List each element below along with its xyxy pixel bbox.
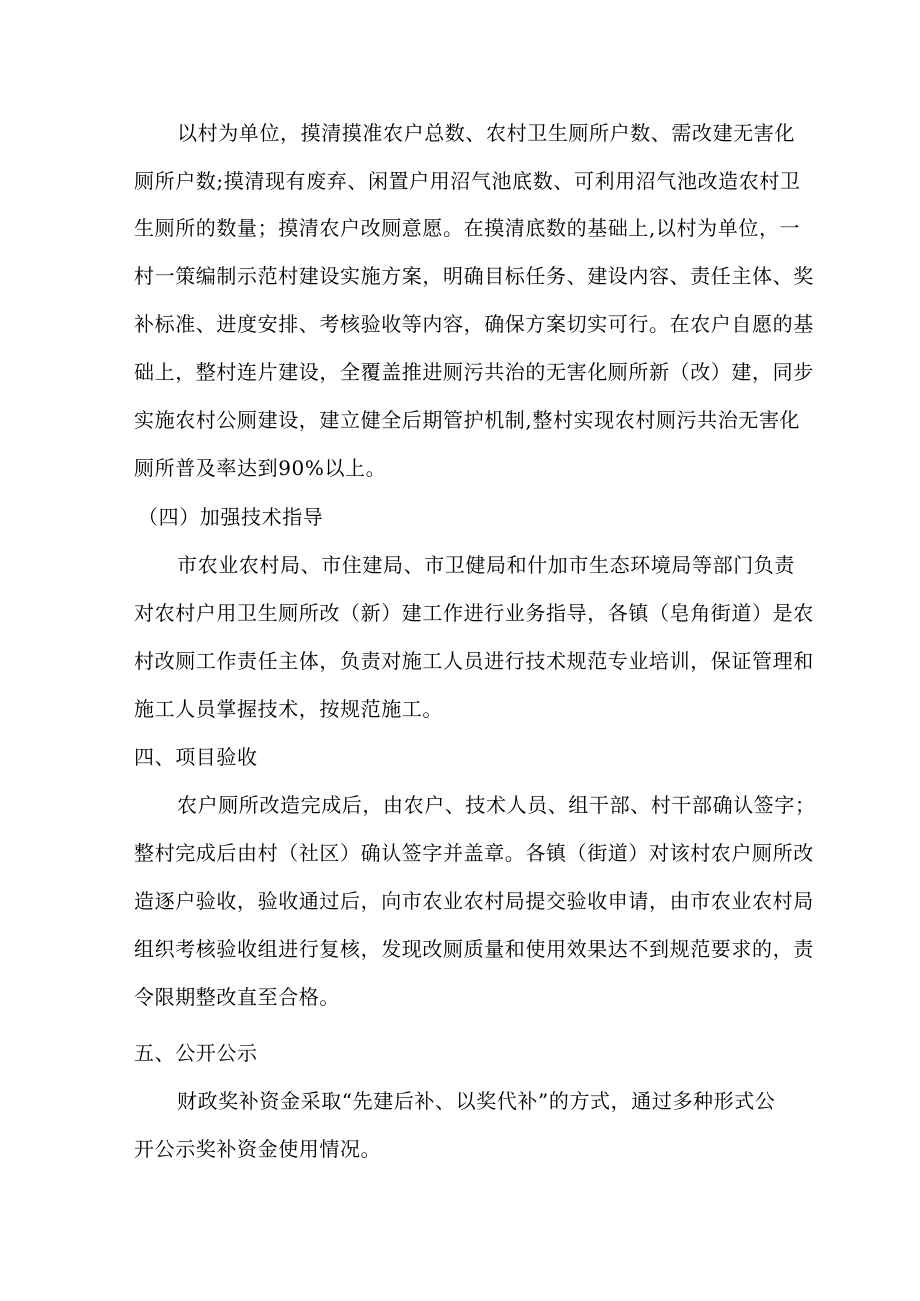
paragraph-3-line-1: 农户厕所改造完成后，由农户、技术人员、组干部、村干部确认签字； [177,793,816,817]
paragraph-1-line-4: 村一策编制示范村建设实施方案，明确目标任务、建设内容、责任主体、奖 [134,264,814,288]
paragraph-4-line-1: 财政奖补资金采取“先建后补、以奖代补”的方式，通过多种形式公 [177,1089,776,1113]
paragraph-4-line-2: 开公示奖补资金使用情况。 [134,1137,382,1161]
paragraph-3-line-3: 造逐户验收，验收通过后，向市农业农村局提交验收申请，由市农业农村局 [134,889,814,913]
section-heading-project-acceptance: 四、项目验收 [134,745,258,769]
paragraph-1-line-2: 厕所户数;摸清现有废弃、闲置户用沼气池底数、可利用沼气池改造农村卫 [134,169,801,193]
paragraph-2-line-1: 市农业农村局、市住建局、市卫健局和什加市生态环境局等部门负责 [177,553,795,577]
paragraph-1-line-5: 补标准、进度安排、考核验收等内容，确保方案切实可行。在农户自愿的基 [134,312,814,336]
paragraph-2-line-4: 施工人员掌握技术，按规范施工。 [134,697,443,721]
paragraph-1-line-8: 厕所普及率达到90%以上。 [134,456,387,480]
paragraph-1-line-3: 生厕所的数量；摸清农户改厕意愿。在摸清底数的基础上,以村为单位，一 [134,216,801,240]
paragraph-1-line-6: 础上，整村连片建设，全覆盖推进厕污共治的无害化厕所新（改）建，同步 [134,360,814,384]
paragraph-3-line-5: 令限期整改直至合格。 [134,985,340,1009]
paragraph-1-line-7: 实施农村公厕建设，建立健全后期管护机制,整村实现农村厕污共治无害化 [134,408,801,432]
paragraph-2-line-3: 村改厕工作责任主体，负责对施工人员进行技术规范专业培训，保证管理和 [134,649,814,673]
paragraph-3-line-4: 组织考核验收组进行复核，发现改厕质量和使用效果达不到规范要求的，责 [134,937,814,961]
paragraph-2-line-2: 对农村户用卫生厕所改（新）建工作进行业务指导，各镇（皂角街道）是农 [134,601,814,625]
section-heading-technical-guidance: （四）加强技术指导 [138,505,324,529]
section-heading-public-notice: 五、公开公示 [134,1041,258,1065]
paragraph-3-line-2: 整村完成后由村（社区）确认签字并盖章。各镇（街道）对该村农户厕所改 [134,841,814,865]
paragraph-1-line-1: 以村为单位，摸清摸准农户总数、农村卫生厕所户数、需改建无害化 [177,121,795,145]
